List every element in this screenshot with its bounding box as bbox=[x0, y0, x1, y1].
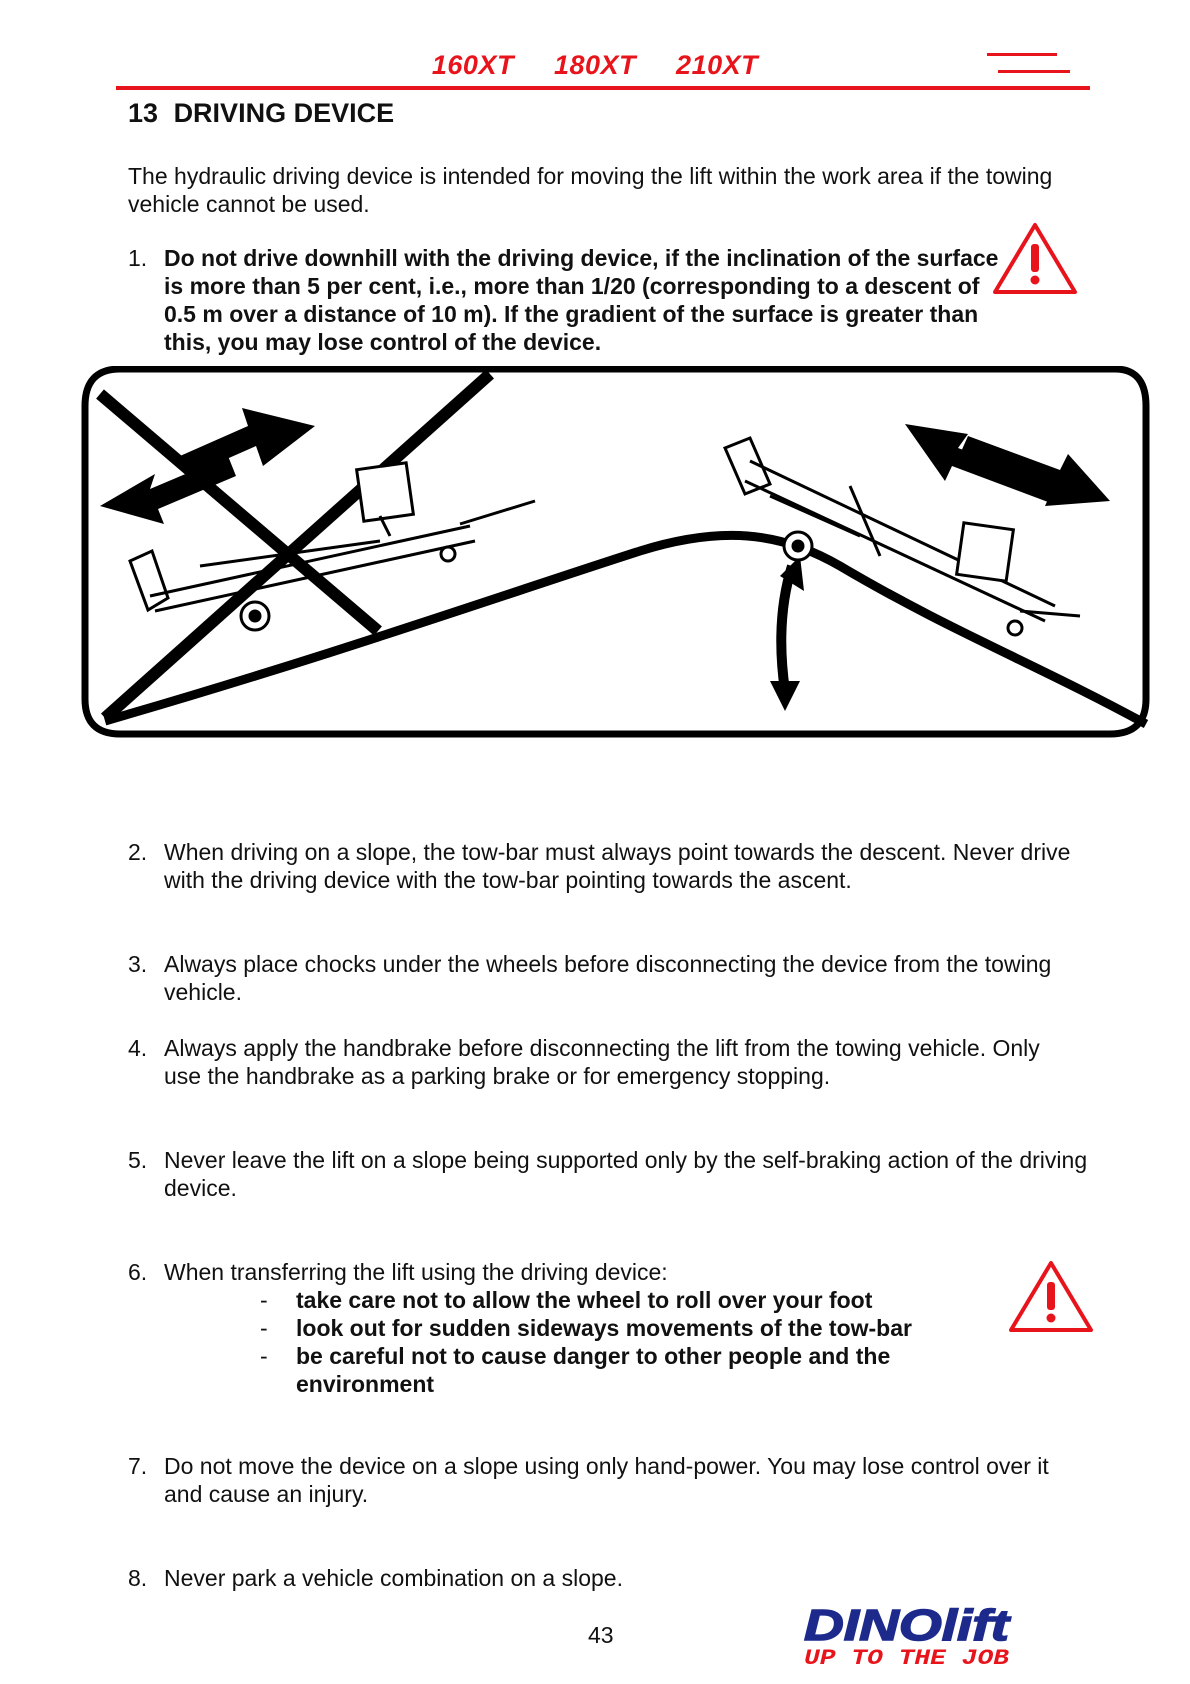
section-heading: DRIVING DEVICE bbox=[173, 98, 395, 128]
list-item bbox=[128, 1258, 1088, 1398]
model-name: 210XT bbox=[676, 50, 759, 80]
item-text: Always place chocks under the wheels before disconnecting the device from the towing vehicle. bbox=[164, 951, 1052, 1005]
dash-marker: - bbox=[260, 1343, 268, 1369]
item-text: Do not drive downhill with the driving device, if the inclination of the surface is more than 5 per cent, i.e., more than 1/20 (corresponding to a descent of 0.5 m over a distance of 10 m). If the gradient of the surface is greater than this, you may lose control of the device. bbox=[164, 245, 999, 355]
list-item bbox=[128, 838, 1088, 894]
dash-marker: - bbox=[260, 1287, 268, 1313]
item-text: Never park a vehicle combination on a slope. bbox=[164, 1565, 623, 1591]
sub-list-item bbox=[260, 1342, 960, 1398]
item-text: When driving on a slope, the tow-bar must always point towards the descent. Never drive with the driving device with the tow-bar pointing towards the ascent. bbox=[164, 839, 1071, 893]
model-name: 160XT bbox=[431, 50, 514, 80]
warning-triangle-icon bbox=[1006, 1258, 1096, 1336]
item-number: 5. bbox=[128, 1147, 148, 1173]
header-rule bbox=[116, 86, 1090, 90]
logo-brand: DINOlift bbox=[804, 1601, 1012, 1650]
sub-list bbox=[260, 1286, 960, 1398]
item-text: Do not move the device on a slope using only hand-power. You may lose control over it and cause an injury. bbox=[164, 1453, 1049, 1507]
item-number: 8. bbox=[128, 1565, 148, 1591]
item-number: 7. bbox=[128, 1453, 148, 1479]
list-item bbox=[128, 244, 1028, 356]
list-item bbox=[128, 950, 1088, 1006]
list-item bbox=[128, 1034, 1088, 1090]
sub-list-item bbox=[260, 1286, 960, 1314]
item-number: 4. bbox=[128, 1035, 148, 1061]
item-text: Always apply the handbrake before disconnecting the lift from the towing vehicle. Only use the handbrake as a parking brake or for emergency stopping. bbox=[164, 1035, 1040, 1089]
section-number: 13 bbox=[128, 98, 159, 128]
item-number: 6. bbox=[128, 1259, 148, 1285]
sub-item-text: take care not to allow the wheel to roll over your foot bbox=[296, 1287, 873, 1313]
dinolift-logo bbox=[800, 1600, 1015, 1670]
header-decoration bbox=[987, 53, 1057, 56]
slope-illustration bbox=[80, 366, 1150, 738]
page-number: 43 bbox=[588, 1622, 614, 1648]
item-number: 1. bbox=[128, 245, 148, 271]
sub-item-text: be careful not to cause danger to other people and the environment bbox=[296, 1343, 891, 1397]
list-item bbox=[128, 1452, 1088, 1508]
item-text: When transferring the lift using the driving device: bbox=[164, 1259, 668, 1285]
dash-marker: - bbox=[260, 1315, 268, 1341]
sub-item-text: look out for sudden sideways movements of the tow-bar bbox=[296, 1315, 912, 1341]
list-item bbox=[128, 1564, 1088, 1592]
list-item bbox=[128, 1146, 1088, 1202]
item-number: 2. bbox=[128, 839, 148, 865]
section-title bbox=[128, 98, 394, 129]
intro-paragraph: The hydraulic driving device is intended for moving the lift within the work area if the towing vehicle cannot be used. bbox=[128, 163, 1053, 217]
item-number: 3. bbox=[128, 951, 148, 977]
header-decoration bbox=[998, 70, 1070, 73]
item-text: Never leave the lift on a slope being supported only by the self-braking action of the driving device. bbox=[164, 1147, 1088, 1201]
logo-tagline: UP TO THE JOB bbox=[804, 1646, 1009, 1670]
sub-list-item bbox=[260, 1314, 960, 1342]
model-name: 180XT bbox=[553, 50, 637, 80]
warning-triangle-icon bbox=[990, 220, 1080, 298]
